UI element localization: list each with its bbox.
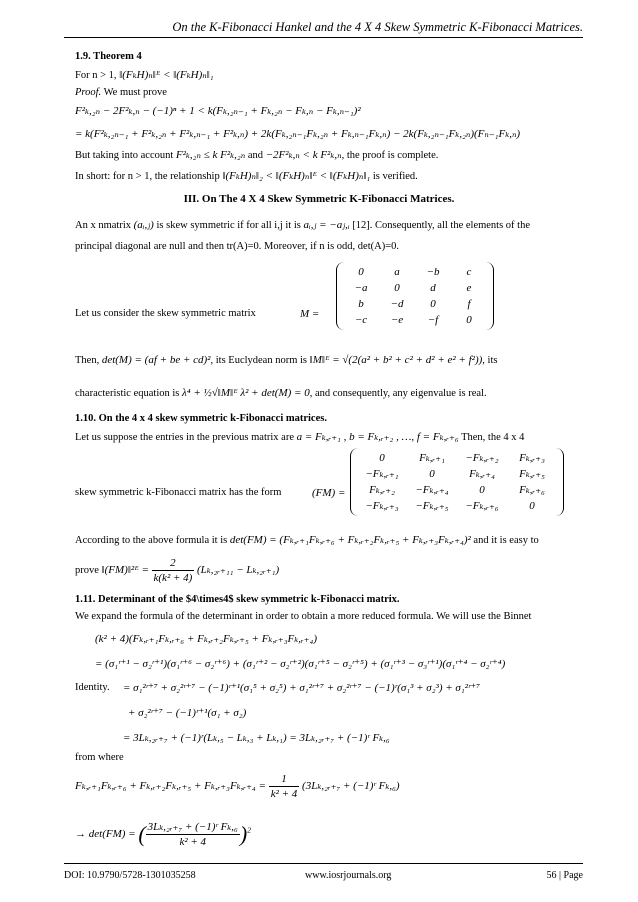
det-fm-line: [75, 533, 539, 548]
e6-fraction: [269, 772, 300, 801]
e7-lhs: → det(FM) =: [75, 828, 136, 841]
footer-page: 56 | Page: [546, 870, 583, 881]
matrix-fm-cell-1-1: 0: [429, 468, 435, 480]
then-math-2: ‖M‖ᴱ = √(2(a² + b² + c² + d² + e² + f²)): [309, 354, 483, 366]
matrix-m-cell-0-2: −b: [426, 266, 440, 278]
consider-matrix-text: Let us consider the skew symmetric matrix: [75, 308, 256, 319]
in-short-line: [75, 169, 418, 184]
det-math: det(FM) = (Fₖ,ᵣ₊₁Fₖ,ᵣ₊₆ + Fₖ,ᵣ₊₂Fₖ,ᵣ₊₅ + Fₖ,ᵣ₊₃Fₖ,ᵣ₊₄)²: [229, 534, 471, 546]
e7-fraction: [146, 820, 240, 849]
characteristic-line: [75, 386, 487, 401]
but-prefix: But taking into account: [75, 150, 174, 161]
matrix-fm-cell-3-2: −Fₖ,ᵣ₊₆: [465, 500, 499, 512]
theorem-title: 1.9. Theorem 4: [75, 51, 142, 62]
matrix-m-cell-1-3: e: [466, 282, 472, 294]
prove-den: k(k² + 4): [153, 572, 193, 584]
matrix-m-cell-2-0: b: [358, 298, 364, 310]
matrix-fm-cell-2-2: 0: [479, 484, 485, 496]
matrix-m-cell-3-3: 0: [466, 314, 472, 326]
e6-num: 1: [269, 772, 300, 787]
matrix-fm-cell-3-3: 0: [529, 500, 535, 512]
det-expansion-1: (k² + 4)(Fₖ,ᵣ₊₁Fₖ,ᵣ₊₆ + Fₖ,ᵣ₊₂Fₖ,ᵣ₊₅ + Fₖ,ᵣ₊₃Fₖ,ᵣ₊₄): [95, 633, 318, 645]
fm-form-text: skew symmetric k-Fibonacci matrix has the form: [75, 487, 282, 498]
char-b: , and consequently, any eigenvalue is real.: [309, 388, 487, 399]
matrix-fm-cell-1-2: Fₖ,ᵣ₊₄: [469, 468, 495, 480]
matrix-fm-cell-2-3: Fₖ,ᵣ₊₆: [519, 484, 545, 496]
matrix-fm-cell-0-3: Fₖ,ᵣ₊₃: [519, 452, 545, 464]
matrix-m-cell-3-1: −e: [390, 314, 404, 326]
proof-intro: [75, 86, 167, 100]
def-math-1: (aᵢ,ⱼ): [133, 219, 154, 231]
matrix-fm-cell-1-3: Fₖ,ᵣ₊₅: [519, 468, 545, 480]
matrix-m-label: M =: [300, 308, 320, 320]
binnet-line: We expand the formula of the determinant in order to obtain a more reduced formula. We will use the Binnet: [75, 611, 532, 622]
but-math-2: −2F²ₖ,ₙ < k F²ₖ,ₙ: [265, 149, 342, 161]
entries-math: a = Fₖ,ᵣ₊₁ , b = Fₖ,ᵣ₊₂ , …, f = Fₖ,ᵣ₊₆: [296, 431, 459, 443]
proof-but-line: [75, 148, 438, 163]
footer-rule: [64, 863, 583, 864]
e7-power: 2: [247, 825, 251, 835]
subsection-111-title: 1.11. Determinant of the $4\times4$ skew symmetric k-Fibonacci matrix.: [75, 594, 400, 605]
identity-label: Identity.: [75, 682, 110, 693]
det-expansion-3: = σ₁²ʳ⁺⁷ + σ₂²ʳ⁺⁷ − (−1)ʳ⁺¹(σ₁⁵ + σ₂⁵) + σ₁²ʳ⁺⁷ + σ₂²ʳ⁺⁷ − (−1)ʳ(σ₁³ + σ₂³) + σ₁²ʳ⁺⁷: [123, 682, 481, 694]
theorem-statement: [75, 68, 214, 83]
then-line: [75, 353, 497, 368]
det-a: According to the above formula it is: [75, 535, 228, 546]
matrix-fm-cell-3-1: −Fₖ,ᵣ₊₅: [415, 500, 449, 512]
theorem-statement-prefix: For n > 1,: [75, 70, 117, 81]
matrix-fm-cell-0-0: 0: [379, 452, 385, 464]
then-a: Then,: [75, 355, 100, 366]
footer-site: www.iosrjournals.org: [305, 870, 392, 881]
matrix-fm-cell-0-2: −Fₖ,ᵣ₊₂: [465, 452, 499, 464]
e6-den: k² + 4: [270, 788, 298, 800]
entries-a: Let us suppose the entries in the previous matrix are: [75, 432, 294, 443]
prove-rhs: (Lₖ,₂ᵣ₊₁₁ − Lₖ,₂ᵣ₊₁): [196, 563, 280, 576]
det-expansion-2: = (σ₁ʳ⁺¹ − σ₂ʳ⁺¹)(σ₁ʳ⁺⁶ − σ₂ʳ⁺⁶) + (σ₁ʳ⁺² − σ₂ʳ⁺²)(σ₁ʳ⁺⁵ − σ₂ʳ⁺⁵) + (σ₁ʳ⁺³ − σ₃ʳ⁺¹)(σ₁ʳ⁺⁴ − σ₂ʳ⁺⁴): [95, 658, 506, 670]
def-b: is skew symmetric if for all i,j it is: [156, 220, 301, 231]
matrix-m-cell-3-0: −c: [354, 314, 368, 326]
from-where: from where: [75, 752, 124, 763]
proof-equation-1: F²ₖ,₂ₙ − 2F²ₖ,ₙ − (−1)ⁿ + 1 < k(Fₖ,₂ₙ₋₁ + Fₖ,₂ₙ − Fₖ,ₙ − Fₖ,ₙ₋₁)²: [75, 105, 361, 117]
matrix-fm-cell-0-1: Fₖ,ᵣ₊₁: [419, 452, 445, 464]
prove-lhs: ‖(FM)‖²ᴱ =: [101, 563, 149, 576]
short-math: ‖(FₖH)ₙ‖₂ < ‖(FₖH)ₙ‖ᴱ < ‖(FₖH)ₙ‖₁: [222, 170, 371, 182]
def-a: An x nmatrix: [75, 220, 131, 231]
then-b: , its Euclydean norm is: [210, 355, 308, 366]
prove-line: [75, 556, 279, 585]
entries-line: [75, 430, 524, 445]
proof-text: We must prove: [103, 87, 167, 98]
proof-equation-2: = k(F²ₖ,₂ₙ₋₁ + F²ₖ,₂ₙ + F²ₖ,ₙ₋₁ + F²ₖ,ₙ) + 2k(Fₖ,₂ₙ₋₁Fₖ,₂ₙ + Fₖ,ₙ₋₁Fₖ,ₙ) − 2k(Fₖ,₂ₙ₋₁Fₖ,₂ₙ)(Fₙ₋₁Fₖ,ₙ): [75, 128, 521, 140]
matrix-fm: [350, 448, 564, 516]
theorem-statement-math: ‖(FₖH)ₙ‖ᴱ < ‖(FₖH)ₙ‖₁: [119, 69, 214, 81]
matrix-m-cell-2-2: 0: [430, 298, 436, 310]
running-header: On the K-Fibonacci Hankel and the 4 X 4 Skew Symmetric K-Fibonacci Matrices.: [172, 20, 583, 34]
matrix-m-cell-3-2: −f: [427, 314, 439, 326]
e6-rhs: (3Lₖ,₂ᵣ₊₇ + (−1)ʳ Fₖ,₆): [302, 780, 400, 793]
matrix-fm-cell-2-1: −Fₖ,ᵣ₊₄: [415, 484, 449, 496]
matrix-m-cell-1-1: 0: [394, 282, 400, 294]
matrix-m-cell-1-2: d: [430, 282, 436, 294]
matrix-m: [336, 262, 494, 330]
det-expansion-5: = 3Lₖ,₂ᵣ₊₇ + (−1)ʳ(Lₖ,₅ − Lₖ,₃ + Lₖ,₁) = 3Lₖ,₂ᵣ₊₇ + (−1)ʳ Fₖ,₆: [123, 732, 390, 744]
matrix-fm-cell-3-0: −Fₖ,ᵣ₊₃: [365, 500, 399, 512]
det-result-line-1: [75, 772, 400, 801]
matrix-m-cell-0-3: c: [466, 266, 472, 278]
but-math-1: F²ₖ,₂ₙ ≤ k F²ₖ,₂ₙ: [175, 149, 246, 161]
then-math-1: det(M) = (af + be + cd)²: [101, 354, 211, 366]
prove-a: prove: [75, 564, 99, 576]
short-prefix: In short: for n > 1, the relationship: [75, 171, 220, 182]
det-expansion-4: + σ₂²ʳ⁺⁷ − (−1)ʳ⁺¹(σ₁ + σ₂): [128, 707, 247, 719]
e7-num: 3Lₖ,₂ᵣ₊₇ + (−1)ʳ Fₖ,₆: [147, 821, 238, 833]
def-math-2: aᵢ,ⱼ = −aⱼ,ᵢ: [303, 219, 350, 231]
prove-fraction: [152, 556, 195, 585]
char-a: characteristic equation is: [75, 388, 180, 399]
det-result-line-2: → det(FM) = ( $\frac{\text{3Lₖ,₂ᵣ₊₇ + (−1)ʳ Fₖ,₆}}{\text{k² + 4}}$ )$^2$: [75, 821, 251, 848]
matrix-m-cell-0-1: a: [394, 266, 400, 278]
prove-num: 2: [152, 556, 195, 571]
but-suffix: , the proof is complete.: [341, 150, 439, 161]
e7-den: k² + 4: [179, 836, 207, 848]
then-c: , its: [482, 355, 498, 366]
short-suffix: is verified.: [372, 171, 418, 182]
but-and: and: [247, 150, 263, 161]
matrix-m-cell-2-1: −d: [390, 298, 404, 310]
matrix-fm-cell-2-0: Fₖ,ᵣ₊₂: [369, 484, 395, 496]
matrix-m-cell-0-0: 0: [358, 266, 364, 278]
footer-doi: DOI: 10.9790/5728-1301035258: [64, 870, 196, 881]
det-b: and it is easy to: [473, 535, 539, 546]
matrix-m-cell-2-3: f: [467, 298, 471, 310]
fm-label: (FM) =: [312, 487, 346, 499]
header-rule: [64, 37, 583, 38]
subsection-110-title: 1.10. On the 4 x 4 skew symmetric k-Fibonacci matrices.: [75, 413, 327, 424]
matrix-m-cell-1-0: −a: [354, 282, 368, 294]
matrix-fm-cell-1-0: −Fₖ,ᵣ₊₁: [365, 468, 399, 480]
char-math: λ⁴ + ½√‖M‖ᴱ λ² + det(M) = 0: [182, 387, 310, 399]
entries-b: Then, the 4 x 4: [461, 432, 525, 443]
principal-diagonal-line: principal diagonal are null and then tr(A)=0. Moreover, if n is odd, det(A)=0.: [75, 241, 399, 252]
section-heading: III. On The 4 X 4 Skew Symmetric K-Fibonacci Matrices.: [183, 193, 455, 205]
def-c: [12]. Consequently, all the elements of the: [352, 220, 531, 231]
e6-lhs: Fₖ,ᵣ₊₁Fₖ,ᵣ₊₆ + Fₖ,ᵣ₊₂Fₖ,ᵣ₊₅ + Fₖ,ᵣ₊₃Fₖ,ᵣ₊₄ =: [75, 780, 266, 793]
proof-label: Proof.: [75, 87, 102, 98]
skew-definition-line: [75, 218, 530, 233]
